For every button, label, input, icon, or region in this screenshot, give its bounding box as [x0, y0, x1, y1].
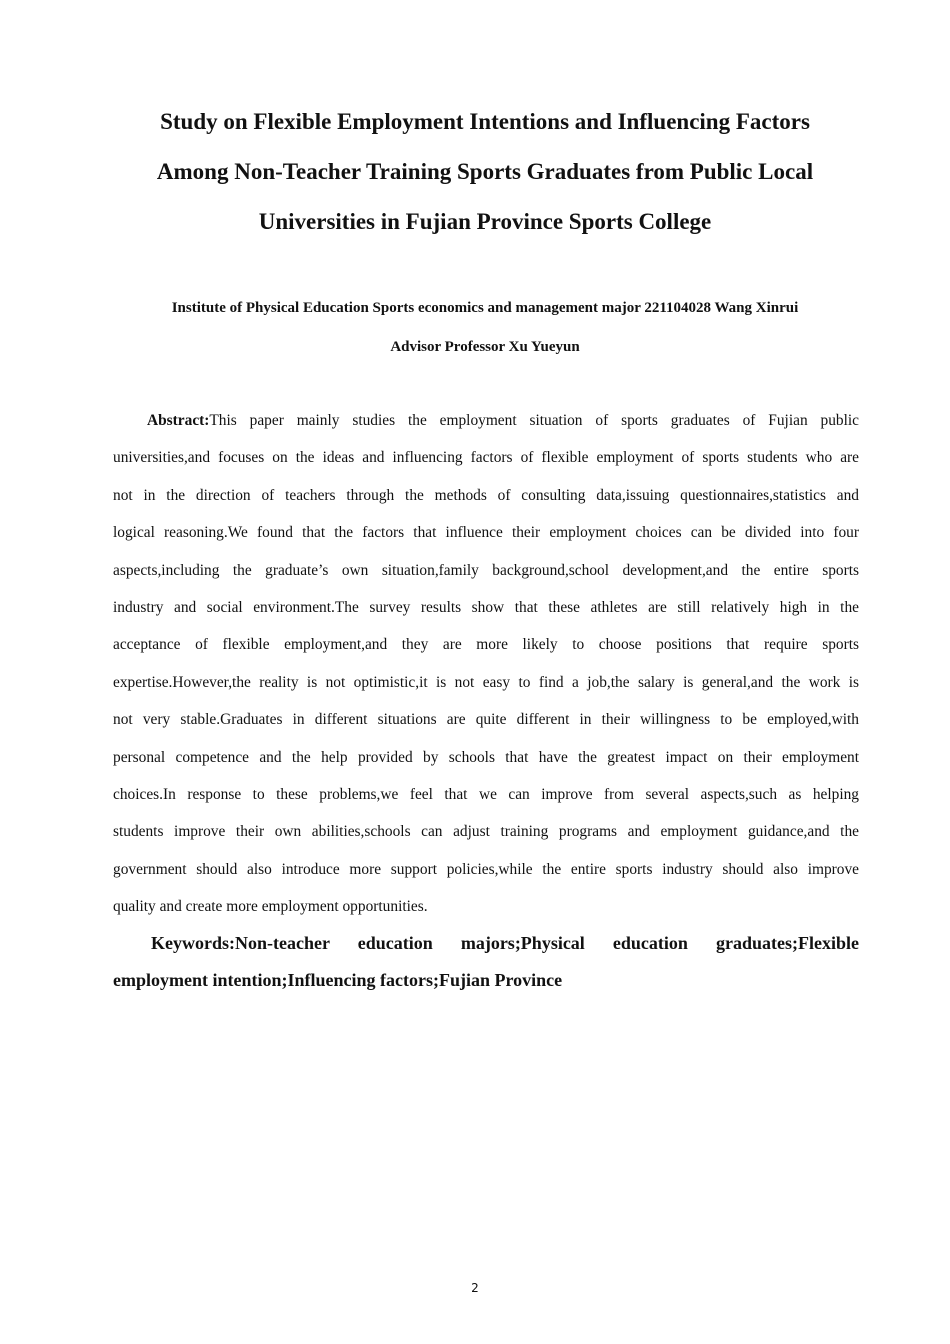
author-line: Institute of Physical Education Sports economics and management major 221104028 Wang Xinrui — [171, 300, 799, 316]
advisor-line: Advisor Professor Xu Yueyun — [390, 339, 580, 355]
abstract-line: industry and social environment.The survey results show that these athletes are still relatively high in the — [113, 598, 859, 616]
title-line-3: Universities in Fujian Province Sports College — [258, 209, 712, 234]
keywords-line: Keywords:Non-teacher education majors;Physical education graduates;Flexible — [151, 933, 859, 953]
page-number: 2 — [471, 1281, 479, 1295]
abstract-paragraph — [113, 402, 859, 925]
abstract-line: quality and create more employment opportunities. — [113, 898, 428, 916]
abstract-line: personal competence and the help provided by schools that have the greatest impact on their employment — [113, 748, 859, 766]
abstract-line: government should also introduce more support policies,while the entire sports industry should also improve — [113, 860, 859, 878]
abstract-line: choices.In response to these problems,we feel that we can improve from several aspects,such as helping — [113, 785, 859, 803]
paper-title — [90, 97, 880, 247]
abstract-line: universities,and focuses on the ideas and influencing factors of flexible employment of sports students who are — [113, 449, 859, 467]
title-line-2: Among Non-Teacher Training Sports Graduates from Public Local — [156, 159, 814, 184]
abstract-line: acceptance of flexible employment,and they are more likely to choose positions that require sports — [113, 636, 859, 654]
title-line-1: Study on Flexible Employment Intentions and Influencing Factors — [160, 109, 810, 134]
abstract-label: Abstract: — [147, 412, 210, 429]
keywords-line: employment intention;Influencing factors;Fujian Province — [113, 970, 563, 990]
abstract-line: aspects,including the graduate’s own situation,family background,school development,and the entire sports — [113, 561, 859, 579]
abstract-line: not in the direction of teachers through the methods of consulting data,issuing questionnaires,statistics and — [113, 486, 859, 504]
abstract-line: not very stable.Graduates in different situations are quite different in their willingness to be employed,with — [113, 711, 859, 729]
abstract-line — [113, 402, 859, 439]
abstract-line: students improve their own abilities,schools can adjust training programs and employment guidance,and the — [113, 823, 859, 841]
abstract-line: logical reasoning.We found that the factors that influence their employment choices can be divided into four — [113, 524, 859, 542]
abstract-line: expertise.However,the reality is not optimistic,it is not easy to find a job,the salary is general,and the work is — [113, 673, 859, 691]
abstract-line-text: This paper mainly studies the employment situation of sports graduates of Fujian public — [209, 412, 859, 429]
keywords-paragraph — [113, 925, 859, 999]
